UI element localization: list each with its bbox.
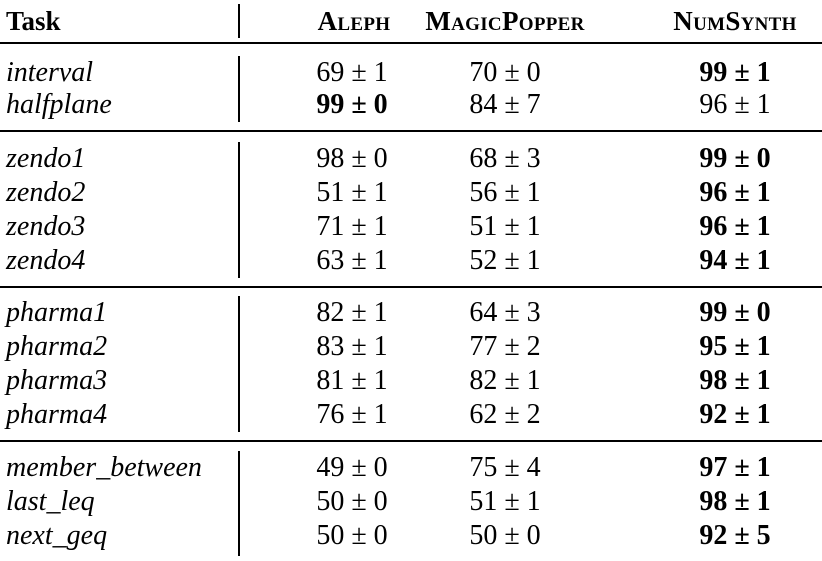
magicpopper-score: 64 ± 3	[469, 297, 541, 328]
header-task: Task	[6, 6, 61, 36]
magicpopper-score: 51 ± 1	[469, 211, 541, 242]
task-name: pharma2	[6, 331, 108, 362]
header-divider	[238, 4, 240, 38]
aleph-score: 71 ± 1	[316, 211, 388, 242]
numsynth-score: 92 ± 1	[699, 399, 771, 430]
magicpopper-score: 50 ± 0	[469, 520, 541, 551]
table-row	[0, 244, 822, 278]
header-magicpopper: MagicPopper	[425, 6, 585, 36]
aleph-score: 50 ± 0	[316, 520, 388, 551]
header-numsynth: NumSynth	[673, 6, 797, 36]
numsynth-score: 98 ± 1	[699, 365, 771, 396]
magicpopper-score: 84 ± 7	[469, 89, 541, 120]
table-row	[0, 519, 822, 553]
numsynth-score: 96 ± 1	[699, 211, 771, 242]
numsynth-score: 97 ± 1	[699, 452, 771, 483]
magicpopper-score: 82 ± 1	[469, 365, 541, 396]
numsynth-score: 96 ± 1	[699, 177, 771, 208]
table-row	[0, 56, 822, 90]
numsynth-score: 95 ± 1	[699, 331, 771, 362]
table-row	[0, 485, 822, 519]
table-row	[0, 451, 822, 485]
task-name: next_geq	[6, 520, 108, 551]
table-row	[0, 296, 822, 330]
aleph-score: 69 ± 1	[316, 57, 388, 88]
aleph-score: 50 ± 0	[316, 486, 388, 517]
magicpopper-score: 68 ± 3	[469, 143, 541, 174]
magicpopper-score: 52 ± 1	[469, 245, 541, 276]
numsynth-score: 96 ± 1	[699, 89, 771, 120]
task-name: zendo4	[6, 245, 86, 276]
task-name: pharma1	[6, 297, 108, 328]
task-name: zendo3	[6, 211, 86, 242]
numsynth-score: 99 ± 0	[699, 297, 771, 328]
task-name: pharma4	[6, 399, 108, 430]
aleph-score: 76 ± 1	[316, 399, 388, 430]
aleph-score: 49 ± 0	[316, 452, 388, 483]
numsynth-score: 99 ± 0	[699, 143, 771, 174]
numsynth-score: 92 ± 5	[699, 520, 771, 551]
task-name: member_between	[6, 452, 202, 483]
magicpopper-score: 77 ± 2	[469, 331, 541, 362]
table-row	[0, 210, 822, 244]
table-row	[0, 364, 822, 398]
aleph-score: 63 ± 1	[316, 245, 388, 276]
group-rule	[0, 286, 822, 288]
task-name: zendo2	[6, 177, 86, 208]
numsynth-score: 99 ± 1	[699, 57, 771, 88]
task-name: zendo1	[6, 143, 86, 174]
table-row	[0, 330, 822, 364]
magicpopper-score: 75 ± 4	[469, 452, 541, 483]
magicpopper-score: 62 ± 2	[469, 399, 541, 430]
table-row	[0, 176, 822, 210]
task-name: last_leq	[6, 486, 95, 517]
table-row	[0, 88, 822, 122]
table-row	[0, 398, 822, 432]
task-name: halfplane	[6, 89, 112, 120]
numsynth-score: 98 ± 1	[699, 486, 771, 517]
aleph-score: 83 ± 1	[316, 331, 388, 362]
task-name: pharma3	[6, 365, 108, 396]
magicpopper-score: 51 ± 1	[469, 486, 541, 517]
aleph-score: 81 ± 1	[316, 365, 388, 396]
task-name: interval	[6, 57, 94, 88]
aleph-score: 51 ± 1	[316, 177, 388, 208]
magicpopper-score: 70 ± 0	[469, 57, 541, 88]
header-rule	[0, 42, 822, 44]
header-aleph: Aleph	[317, 6, 391, 36]
group-rule	[0, 130, 822, 132]
numsynth-score: 94 ± 1	[699, 245, 771, 276]
table-row	[0, 142, 822, 176]
aleph-score: 82 ± 1	[316, 297, 388, 328]
magicpopper-score: 56 ± 1	[469, 177, 541, 208]
aleph-score: 99 ± 0	[316, 89, 388, 120]
group-rule	[0, 440, 822, 442]
aleph-score: 98 ± 0	[316, 143, 388, 174]
